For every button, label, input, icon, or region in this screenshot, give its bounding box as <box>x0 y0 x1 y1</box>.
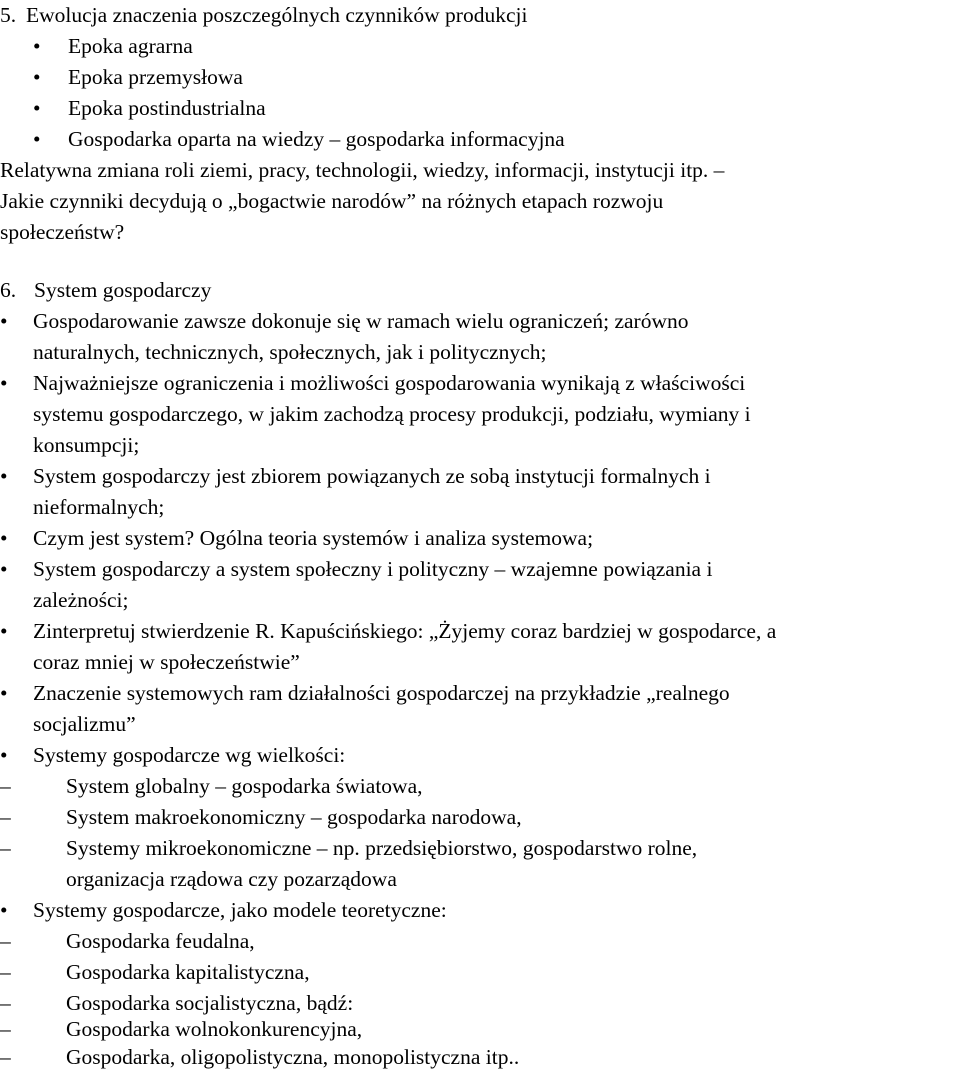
list-item-text: socjalizmu” <box>33 712 136 736</box>
bullet-icon: • <box>33 65 41 89</box>
bullet-icon: • <box>0 743 8 767</box>
list-item-text: Epoka przemysłowa <box>68 65 243 89</box>
list-item-text: Gospodarowanie zawsze dokonuje się w ramach wielu ograniczeń; zarówno <box>33 309 689 333</box>
section-5-number: 5. <box>0 3 17 27</box>
list-item-text: System gospodarczy a system społeczny i polityczny – wzajemne powiązania i <box>33 557 713 581</box>
list-item-text: Znaczenie systemowych ram działalności gospodarczej na przykładzie „realnego <box>33 681 730 705</box>
list-item-text: Gospodarka oparta na wiedzy – gospodarka informacyjna <box>68 127 565 151</box>
list-item-text: Epoka agrarna <box>68 34 193 58</box>
bullet-icon: • <box>0 681 8 705</box>
section-6-title: System gospodarczy <box>34 278 212 302</box>
dash-icon: – <box>0 960 11 984</box>
dash-icon: – <box>0 1017 11 1041</box>
sub-list-item-text: organizacja rządowa czy pozarządowa <box>66 867 397 891</box>
sub-list-item-text: Gospodarka socjalistyczna, bądź: <box>66 991 354 1015</box>
bullet-icon: • <box>0 557 8 581</box>
list-item-text: System gospodarczy jest zbiorem powiązanych ze sobą instytucji formalnych i <box>33 464 711 488</box>
bullet-icon: • <box>0 371 8 395</box>
sub-list-item-text: System makroekonomiczny – gospodarka narodowa, <box>66 805 522 829</box>
list-item-text: nieformalnych; <box>33 495 165 519</box>
bullet-icon: • <box>33 127 41 151</box>
list-item-text: naturalnych, technicznych, społecznych, jak i politycznych; <box>33 340 547 364</box>
bullet-icon: • <box>0 526 8 550</box>
sub-list-item-text: Gospodarka, oligopolistyczna, monopolistyczna itp.. <box>66 1045 520 1069</box>
bullet-icon: • <box>33 34 41 58</box>
dash-icon: – <box>0 836 11 860</box>
paragraph-text: Relatywna zmiana roli ziemi, pracy, technologii, wiedzy, informacji, instytucji itp. – <box>0 158 725 182</box>
sub-list-item-text: Gospodarka wolnokonkurencyjna, <box>66 1017 363 1041</box>
list-item-text: Systemy gospodarcze wg wielkości: <box>33 743 346 767</box>
dash-icon: – <box>0 1045 11 1069</box>
bullet-icon: • <box>0 898 8 922</box>
bullet-icon: • <box>33 96 41 120</box>
dash-icon: – <box>0 929 11 953</box>
list-item-text: konsumpcji; <box>33 433 140 457</box>
section-6-number: 6. <box>0 278 17 302</box>
dash-icon: – <box>0 991 11 1015</box>
list-item-text: Epoka postindustrialna <box>68 96 266 120</box>
list-item-text: Czym jest system? Ogólna teoria systemów i analiza systemowa; <box>33 526 594 550</box>
bullet-icon: • <box>0 309 8 333</box>
section-5-title: Ewolucja znaczenia poszczególnych czynników produkcji <box>26 3 528 27</box>
list-item-text: coraz mniej w społeczeństwie” <box>33 650 300 674</box>
sub-list-item-text: Systemy mikroekonomiczne – np. przedsiębiorstwo, gospodarstwo rolne, <box>66 836 698 860</box>
sub-list-item-text: System globalny – gospodarka światowa, <box>66 774 423 798</box>
bullet-icon: • <box>0 619 8 643</box>
list-item-text: Systemy gospodarcze, jako modele teoretyczne: <box>33 898 447 922</box>
dash-icon: – <box>0 774 11 798</box>
paragraph-text: społeczeństw? <box>0 220 125 244</box>
list-item-text: systemu gospodarczego, w jakim zachodzą procesy produkcji, podziału, wymiany i <box>33 402 751 426</box>
sub-list-item-text: Gospodarka feudalna, <box>66 929 255 953</box>
dash-icon: – <box>0 805 11 829</box>
bullet-icon: • <box>0 464 8 488</box>
list-item-text: Zinterpretuj stwierdzenie R. Kapuścińskiego: „Żyjemy coraz bardziej w gospodarce, a <box>33 619 777 643</box>
list-item-text: zależności; <box>33 588 129 612</box>
sub-list-item-text: Gospodarka kapitalistyczna, <box>66 960 310 984</box>
paragraph-text: Jakie czynniki decydują o „bogactwie narodów” na różnych etapach rozwoju <box>0 189 664 213</box>
list-item-text: Najważniejsze ograniczenia i możliwości gospodarowania wynikają z właściwości <box>33 371 746 395</box>
